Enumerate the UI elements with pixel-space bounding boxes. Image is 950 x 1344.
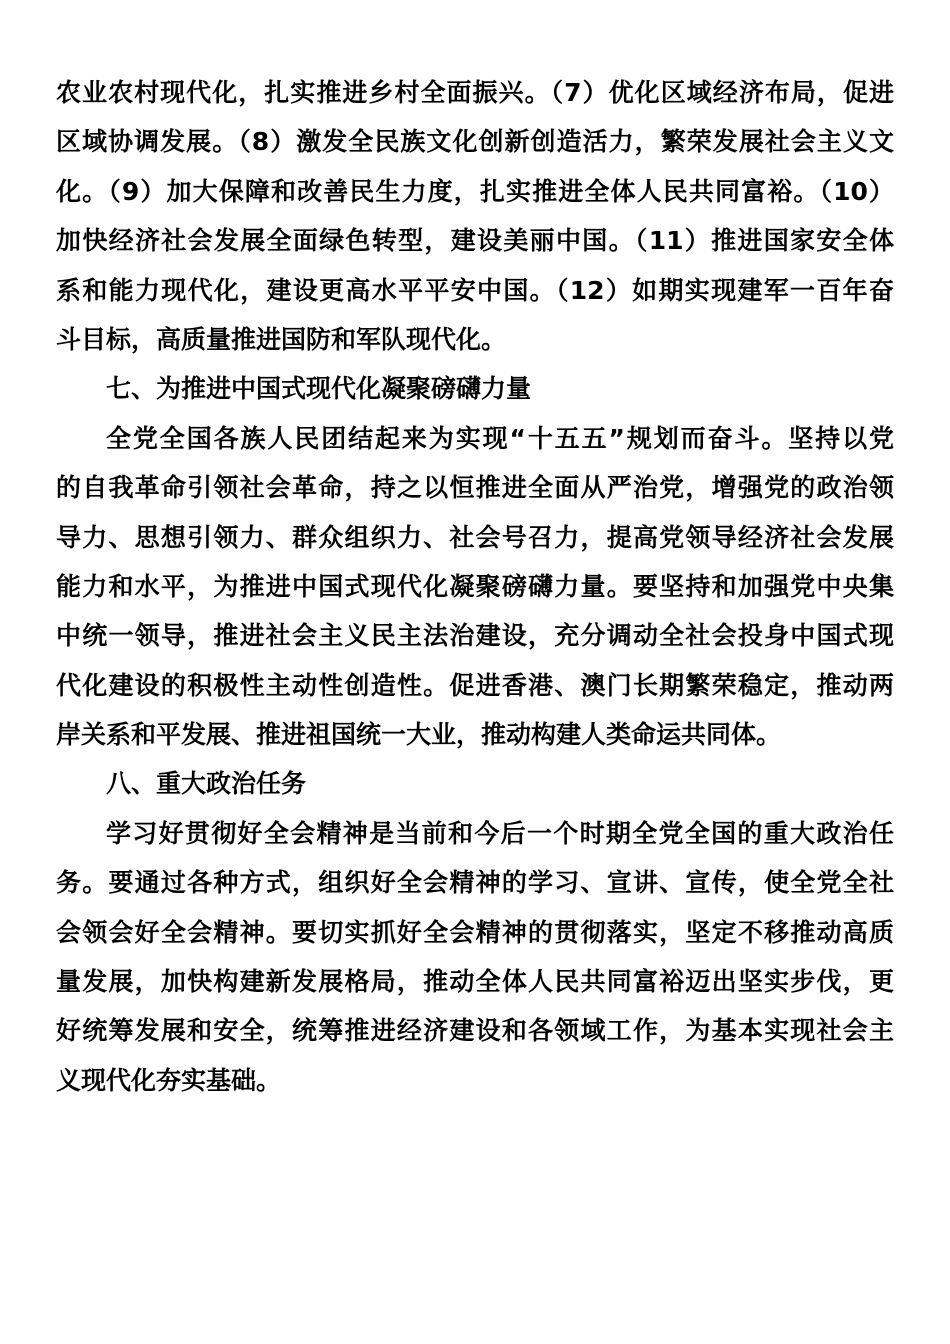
text-line: 能力和水平，为推进中国式现代化凝聚磅礴力量。要坚持和加强党中央集 — [56, 571, 894, 601]
text-line: 斗目标，高质量推进国防和军队现代化。 — [56, 324, 507, 354]
text-line: 会领会好全会精神。要切实抓好全会精神的贯彻落实，坚定不移推动高质 — [56, 917, 894, 947]
section-heading: 七、为推进中国式现代化凝聚磅礴力量 — [106, 374, 532, 404]
text-line: 化。（9）加大保障和改善民生力度，扎实推进全体人民共同富裕。（10） — [56, 176, 894, 206]
text-line: 的自我革命引领社会革命，持之以恒推进全面从严治党，增强党的政治领 — [56, 473, 894, 503]
text-line: 义现代化夯实基础。 — [56, 1065, 282, 1095]
text-line: 全党全国各族人民团结起来为实现“十五五”规划而奋斗。坚持以党 — [106, 423, 894, 453]
text-line: 务。要通过各种方式，组织好全会精神的学习、宣讲、宣传，使全党全社 — [56, 868, 894, 898]
text-line: 好统筹发展和安全，统筹推进经济建设和各领域工作，为基本实现社会主 — [56, 1016, 894, 1046]
section-heading: 八、重大政治任务 — [106, 769, 307, 799]
text-line: 学习好贯彻好全会精神是当前和今后一个时期全党全国的重大政治任 — [106, 818, 894, 848]
text-line: 中统一领导，推进社会主义民主法治建设，充分调动全社会投身中国式现 — [56, 621, 894, 651]
text-line: 加快经济社会发展全面绿色转型，建设美丽中国。（11）推进国家安全体 — [56, 226, 894, 256]
text-line: 系和能力现代化，建设更高水平平安中国。（12）如期实现建军一百年奋 — [56, 275, 894, 305]
text-line: 区域协调发展。（8）激发全民族文化创新创造活力，繁荣发展社会主义文 — [56, 127, 894, 157]
text-line: 农业农村现代化，扎实推进乡村全面振兴。（7）优化区域经济布局，促进 — [56, 78, 894, 107]
text-line: 量发展，加快构建新发展格局，推动全体人民共同富裕迈出坚实步伐，更 — [56, 967, 894, 997]
text-line: 导力、思想引领力、群众组织力、社会号召力，提高党领导经济社会发展 — [56, 522, 894, 552]
document-text — [56, 68, 894, 1105]
text-line: 岸关系和平发展、推进祖国统一大业，推动构建人类命运共同体。 — [56, 720, 782, 750]
text-line: 代化建设的积极性主动性创造性。促进香港、澳门长期繁荣稳定，推动两 — [56, 670, 894, 700]
